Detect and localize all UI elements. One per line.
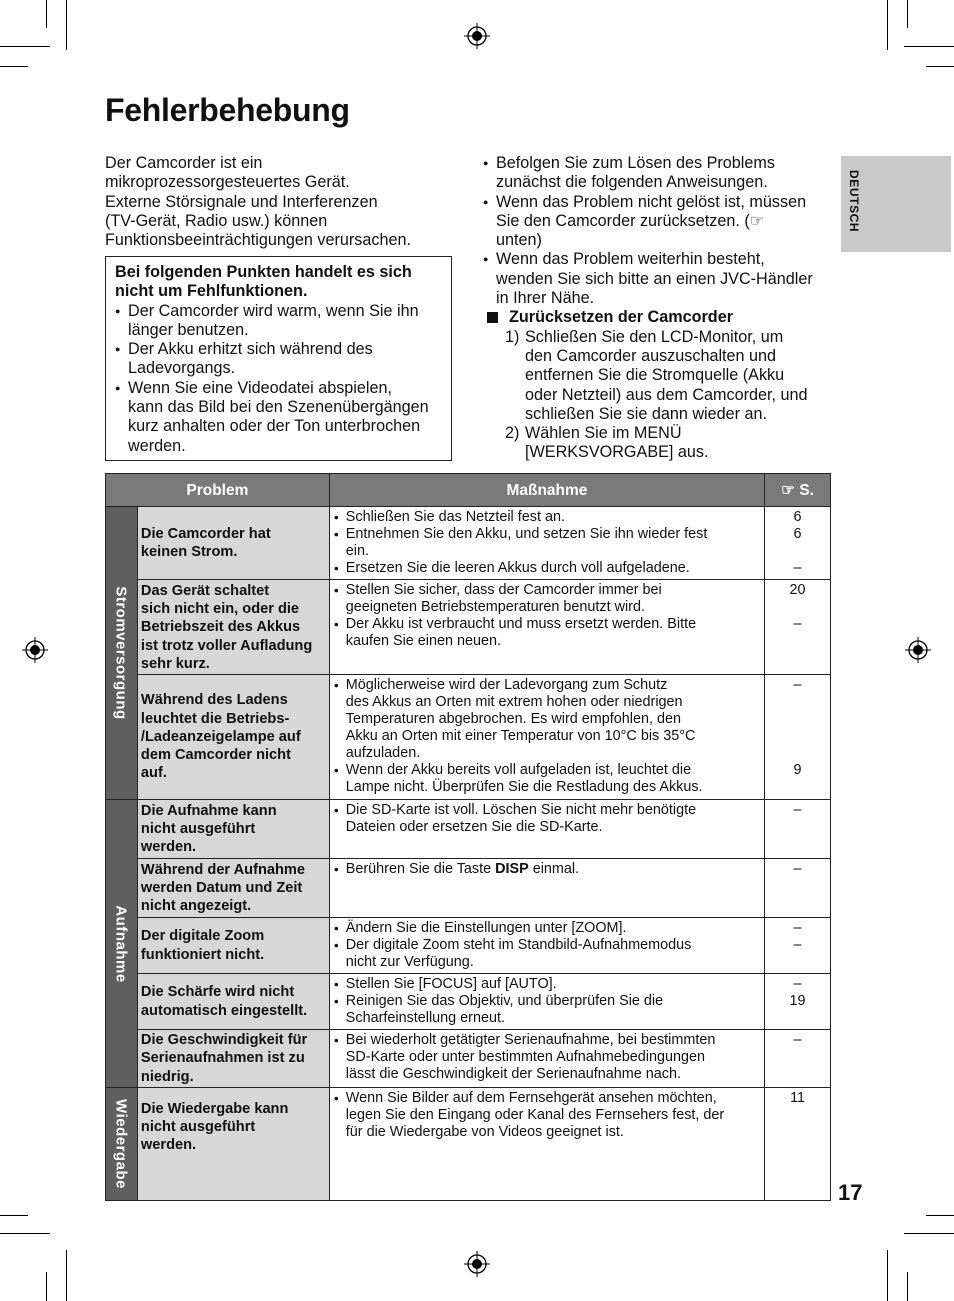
step-number: 1) bbox=[505, 327, 520, 346]
solution-item: ● Bei wiederholt getätigter Serienaufnahme, bei bestimmten SD-Karte oder unter bestimmten Aufnahmebedingungen lässt die Geschwindigkeit der Serienaufnahme nach. bbox=[334, 1032, 762, 1083]
page-ref-cell: – bbox=[765, 1030, 831, 1088]
crop-mark bbox=[46, 0, 47, 28]
notice-heading: Bei folgenden Punkten handelt es sich nicht um Fehlfunktionen. bbox=[115, 263, 412, 301]
crop-mark bbox=[904, 46, 954, 47]
instructions-column bbox=[483, 154, 833, 463]
instruction-item: ● Wenn das Problem weiterhin besteht, wenden Sie sich bitte an einen JVC-Händler in Ihrer Nähe. bbox=[483, 250, 833, 308]
table-row bbox=[106, 580, 831, 675]
registration-mark-icon bbox=[464, 23, 490, 49]
page-ref-cell: – 9 bbox=[765, 675, 831, 800]
solution-item: ● Möglicherweise wird der Ladevorgang zum Schutz des Akkus an Orten mit extrem hohen oder niedrigen Temperaturen abgebrochen. Es wird empfohlen, den Akku an Orten mit einer Temperatur von 10°C bis 35°C aufzuladen. bbox=[334, 677, 762, 762]
solution-item: ● Schließen Sie das Netzteil fest an. bbox=[334, 509, 762, 526]
problem-cell: Während des Ladens leuchtet die Betriebs- /Ladeanzeigelampe auf dem Camcorder nicht auf. bbox=[137, 675, 329, 800]
solution-item: ● Entnehmen Sie den Akku, und setzen Sie ihn wieder fest ein. bbox=[334, 526, 762, 560]
page-ref-cell: 11 bbox=[765, 1088, 831, 1201]
table-row bbox=[106, 1088, 831, 1201]
language-tab-label: DEUTSCH bbox=[847, 170, 861, 233]
reset-step: 2) Wählen Sie im MENÜ [WERKSVORGABE] aus. bbox=[505, 424, 709, 462]
crop-mark bbox=[926, 66, 954, 67]
table-row bbox=[106, 675, 831, 800]
solution-cell bbox=[329, 1088, 764, 1201]
solution-cell bbox=[329, 974, 764, 1030]
crop-mark bbox=[0, 46, 50, 47]
problem-cell: Der digitale Zoom funktioniert nicht. bbox=[137, 918, 329, 974]
solution-cell bbox=[329, 1030, 764, 1088]
header-solution: Maßnahme bbox=[329, 474, 764, 507]
crop-mark bbox=[66, 1250, 67, 1301]
reset-step: 1) Schließen Sie den LCD-Monitor, um den Camcorder auszuschalten und entfernen Sie die Stromquelle (Akku oder Netzteil) aus dem Camcorder, und schließen Sie sie dann wieder an. bbox=[505, 327, 808, 423]
notice-item: ● Wenn Sie eine Videodatei abspielen, kann das Bild bei den Szenenübergängen kurz anhalten oder der Ton unterbrochen werden. bbox=[115, 379, 445, 456]
page-title: Fehlerbehebung bbox=[105, 92, 350, 128]
crop-mark bbox=[46, 1272, 47, 1301]
crop-mark bbox=[926, 1215, 954, 1216]
category-playback: Wiedergabe bbox=[106, 1088, 138, 1201]
table-row bbox=[106, 859, 831, 918]
page-ref-cell: 20 – bbox=[765, 580, 831, 675]
solution-item: ● Ändern Sie die Einstellungen unter [ZOOM]. bbox=[334, 920, 762, 937]
solution-cell bbox=[329, 800, 764, 859]
table-row bbox=[106, 974, 831, 1030]
crop-mark bbox=[66, 0, 67, 50]
problem-cell: Die Camcorder hat keinen Strom. bbox=[137, 507, 329, 580]
page-number: 17 bbox=[838, 1180, 863, 1205]
table-header-row bbox=[106, 474, 831, 507]
instruction-item: ● Befolgen Sie zum Lösen des Problems zunächst die folgenden Anweisungen. bbox=[483, 154, 833, 193]
notice-item: ● Der Camcorder wird warm, wenn Sie ihn länger benutzen. bbox=[115, 302, 445, 341]
page-ref-cell: – bbox=[765, 859, 831, 918]
problem-cell: Das Gerät schaltet sich nicht ein, oder die Betriebszeit des Akkus ist trotz voller Aufladung sehr kurz. bbox=[137, 580, 329, 675]
solution-item: ● Reinigen Sie das Objektiv, und überprüfen Sie die Scharfeinstellung erneut. bbox=[334, 993, 762, 1027]
table-row bbox=[106, 507, 831, 580]
intro-line: (TV-Gerät, Radio usw.) können bbox=[105, 211, 328, 230]
problem-cell: Während der Aufnahme werden Datum und Zeit nicht angezeigt. bbox=[137, 859, 329, 918]
solution-item: ● Wenn der Akku bereits voll aufgeladen ist, leuchtet die Lampe nicht. Überprüfen Sie die Restladung des Akkus. bbox=[334, 762, 762, 796]
category-recording: Aufnahme bbox=[106, 800, 138, 1088]
page-ref-cell: – – bbox=[765, 918, 831, 974]
crop-mark bbox=[907, 0, 908, 28]
crop-mark bbox=[887, 1250, 888, 1301]
notice-box bbox=[105, 256, 452, 461]
intro-line: Externe Störsignale und Interferenzen bbox=[105, 192, 378, 211]
page-ref-cell: 6 6 – bbox=[765, 507, 831, 580]
table-row bbox=[106, 800, 831, 859]
page-ref-cell: – bbox=[765, 800, 831, 859]
registration-mark-icon bbox=[905, 637, 931, 663]
solution-item: ● Ersetzen Sie die leeren Akkus durch voll aufgeladene. bbox=[334, 560, 762, 577]
table-row bbox=[106, 918, 831, 974]
intro-line: Funktionsbeeinträchtigungen verursachen. bbox=[105, 231, 411, 250]
solution-cell bbox=[329, 507, 764, 580]
table-row bbox=[106, 1030, 831, 1088]
crop-mark bbox=[904, 1233, 954, 1234]
intro-line: Der Camcorder ist ein bbox=[105, 154, 263, 172]
solution-item: ● Wenn Sie Bilder auf dem Fernsehgerät ansehen möchten, legen Sie den Eingang oder Kanal des Fernsehers fest, der für die Wiedergabe von Videos geeignet ist. bbox=[334, 1090, 762, 1141]
step-number: 2) bbox=[505, 424, 520, 443]
problem-cell: Die Schärfe wird nicht automatisch eingestellt. bbox=[137, 974, 329, 1030]
solution-item: ● Berühren Sie die Taste DISP einmal. bbox=[334, 861, 762, 878]
disp-button-label: DISP bbox=[495, 861, 529, 877]
problem-cell: Die Geschwindigkeit für Serienaufnahmen ist zu niedrig. bbox=[137, 1030, 329, 1088]
registration-mark-icon bbox=[22, 637, 48, 663]
solution-cell bbox=[329, 918, 764, 974]
solution-item: ● Die SD-Karte ist voll. Löschen Sie nicht mehr benötigte Dateien oder ersetzen Sie die SD-Karte. bbox=[334, 802, 762, 836]
solution-cell bbox=[329, 580, 764, 675]
notice-item: ● Der Akku erhitzt sich während des Ladevorgangs. bbox=[115, 340, 445, 379]
problem-cell: Die Aufnahme kann nicht ausgeführt werden. bbox=[137, 800, 329, 859]
solution-item: ● Der digitale Zoom steht im Standbild-Aufnahmemodus nicht zur Verfügung. bbox=[334, 937, 762, 971]
solution-cell bbox=[329, 859, 764, 918]
solution-item: ● Der Akku ist verbraucht und muss ersetzt werden. Bitte kaufen Sie einen neuen. bbox=[334, 616, 762, 650]
crop-mark bbox=[907, 1272, 908, 1301]
page-ref-cell: – 19 bbox=[765, 974, 831, 1030]
crop-mark bbox=[0, 1215, 28, 1216]
intro-text bbox=[105, 154, 445, 250]
intro-line: mikroprozessorgesteuertes Gerät. bbox=[105, 173, 350, 192]
language-tab bbox=[841, 156, 951, 252]
reset-heading: Zurücksetzen der Camcorder bbox=[487, 308, 833, 327]
header-problem: Problem bbox=[106, 474, 330, 507]
solution-item: ● Stellen Sie sicher, dass der Camcorder immer bei geeigneten Betriebstemperaturen benutzt wird. bbox=[334, 582, 762, 616]
troubleshooting-table bbox=[105, 473, 831, 1201]
problem-cell: Die Wiedergabe kann nicht ausgeführt werden. bbox=[137, 1088, 329, 1201]
instruction-item: ● Wenn das Problem nicht gelöst ist, müssen Sie den Camcorder zurücksetzen. (☞ unten) bbox=[483, 193, 833, 251]
crop-mark bbox=[887, 0, 888, 50]
solution-cell bbox=[329, 675, 764, 800]
header-page: ☞ S. bbox=[765, 474, 831, 507]
registration-mark-icon bbox=[464, 1251, 490, 1277]
solution-item: ● Stellen Sie [FOCUS] auf [AUTO]. bbox=[334, 976, 762, 993]
crop-mark bbox=[0, 66, 28, 67]
crop-mark bbox=[0, 1233, 50, 1234]
category-power: Stromversorgung bbox=[106, 507, 138, 800]
